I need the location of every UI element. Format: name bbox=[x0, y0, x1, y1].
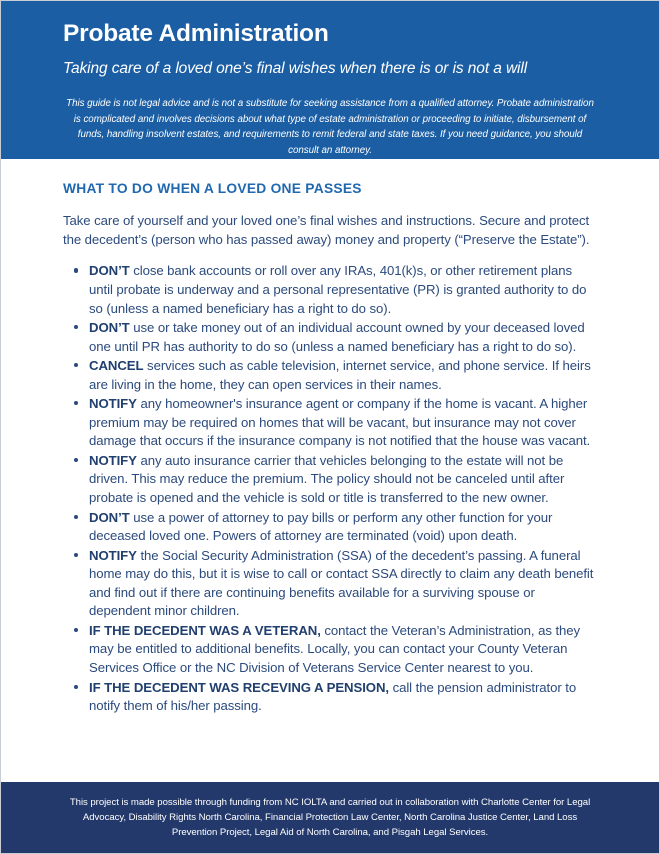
bullet-dot-icon bbox=[74, 325, 78, 329]
bullet-dot-icon bbox=[74, 515, 78, 519]
page-title: Probate Administration bbox=[63, 20, 329, 47]
page-subtitle: Taking care of a loved one’s final wishes when there is or is not a will bbox=[63, 59, 528, 77]
list-item-text: any homeowner's insurance agent or company if the home is vacant. A higher premium may be required on homes that will be vacant, but insurance may not cover damage that occurs if the insurance company is not notified that the house was vacant. bbox=[89, 396, 591, 449]
list-item bbox=[63, 547, 597, 621]
main-content bbox=[1, 159, 659, 716]
list-item-lead: NOTIFY bbox=[89, 396, 137, 412]
list-item-text: services such as cable television, internet service, and phone service. If heirs are living in the home, they can open services in their names. bbox=[89, 358, 591, 392]
footer-text: This project is made possible through funding from NC IOLTA and carried out in collaboration with Charlotte Center for Legal Advocacy, Disability Rights North Carolina, Financial Protection Law Center, North Carolina Justice Center, Land Loss Prevention Project, Legal Aid of North Carolina, and Pisgah Legal Services. bbox=[69, 796, 591, 838]
list-item-lead: DON’T bbox=[89, 263, 130, 279]
page-footer bbox=[1, 782, 659, 853]
list-item bbox=[63, 319, 597, 356]
list-item-text: contact the Veteran’s Administration, as they may be entitled to additional benefits. Locally, you can contact your County Veteran Services Office or the NC Division of Veterans Service Center nearest to you. bbox=[89, 622, 581, 675]
bullet-dot-icon bbox=[74, 268, 78, 272]
list-item-lead: DON’T bbox=[89, 509, 130, 525]
list-item-text: close bank accounts or roll over any IRAs, 401(k)s, or other retirement plans until probate is underway and a personal representative (PR) is granted authority to do so (unless a named beneficiary has a right to do so). bbox=[89, 263, 587, 316]
list-item bbox=[63, 679, 597, 716]
list-item bbox=[63, 395, 597, 451]
list-item bbox=[63, 622, 597, 678]
guidance-bullet-list bbox=[63, 262, 597, 715]
list-item-lead: NOTIFY bbox=[89, 452, 137, 468]
list-item-lead: DON’T bbox=[89, 320, 130, 336]
section-heading: WHAT TO DO WHEN A LOVED ONE PASSES bbox=[63, 181, 362, 196]
page-header bbox=[1, 1, 659, 159]
list-item-text: use a power of attorney to pay bills or perform any other function for your deceased loved one. Powers of attorney are terminated (void) upon death. bbox=[89, 509, 553, 544]
list-item-text: call the pension administrator to notify them of his/her passing. bbox=[89, 679, 577, 714]
list-item-lead: NOTIFY bbox=[89, 547, 137, 563]
list-item bbox=[63, 262, 597, 318]
list-item-lead: IF THE DECEDENT WAS RECEVING A PENSION, bbox=[89, 679, 389, 695]
bullet-dot-icon bbox=[74, 363, 78, 367]
list-item-lead: IF THE DECEDENT WAS A VETERAN, bbox=[89, 622, 321, 638]
list-item bbox=[63, 509, 597, 546]
list-item bbox=[63, 357, 597, 394]
intro-paragraph: Take care of yourself and your loved one’s final wishes and instructions. Secure and protect the decedent’s (person who has passed away) money and property (“Preserve the Estate”). bbox=[63, 213, 590, 247]
bullet-dot-icon bbox=[74, 458, 78, 462]
list-item-text: any auto insurance carrier that vehicles belonging to the estate will not be driven. This may reduce the premium. The policy should not be canceled until after probate is opened and the vehicle is sold or title is transferred to the new owner. bbox=[89, 452, 565, 506]
header-disclaimer: This guide is not legal advice and is not a substitute for seeking assistance from a qualified attorney. Probate administration is complicated and involves decisions about what type of estate administration or proceeding to initiate, disbursement of funds, handling insolvent estates, and requirements to remit federal and state taxes. If you need guidance, you should consult an attorney. bbox=[66, 97, 594, 157]
bullet-dot-icon bbox=[74, 401, 78, 405]
list-item-lead: CANCEL bbox=[89, 358, 144, 374]
bullet-dot-icon bbox=[74, 685, 78, 689]
list-item bbox=[63, 452, 597, 508]
bullet-dot-icon bbox=[74, 628, 78, 632]
list-item-text: the Social Security Administration (SSA) of the decedent’s passing. A funeral home may do this, but it is wise to call or contact SSA directly to claim any death benefit and find out if there are continuing benefits available for a surviving spouse or dependent minor children. bbox=[89, 547, 594, 619]
list-item-text: use or take money out of an individual account owned by your deceased loved one until PR has authority to do so (unless a named beneficiary has a right to do so). bbox=[89, 320, 585, 354]
bullet-dot-icon bbox=[74, 553, 78, 557]
